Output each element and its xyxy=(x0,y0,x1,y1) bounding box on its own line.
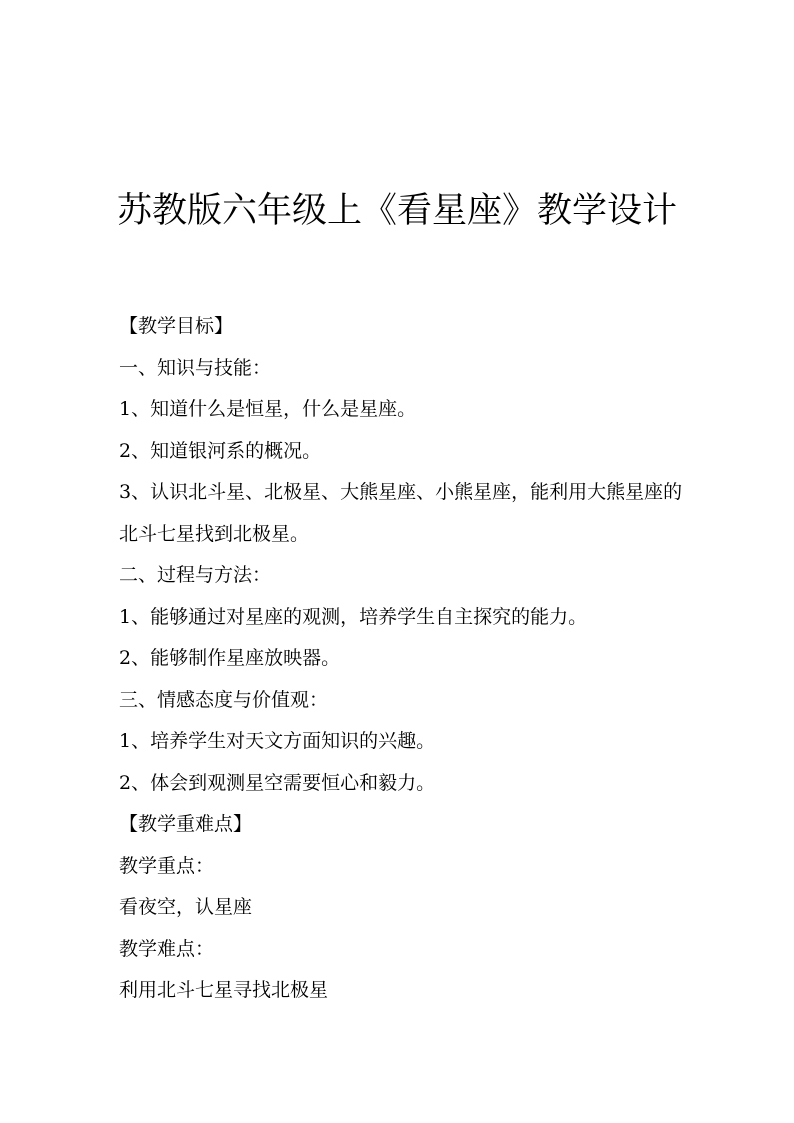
label-key-point: 教学重点： xyxy=(119,854,215,877)
text-key-point: 看夜空，认星座 xyxy=(119,896,253,918)
list-item: 3、认识北斗星、北极星、大熊星座、小熊星座，能利用大熊星座的 xyxy=(119,481,683,503)
list-item: 1、能够通过对星座的观测，培养学生自主探究的能力。 xyxy=(119,605,588,628)
list-item: 1、知道什么是恒星，什么是星座。 xyxy=(119,398,417,420)
list-item: 1、培养学生对天文方面知识的兴趣。 xyxy=(119,730,436,752)
section-heading-key-difficult-points: 【教学重难点】 xyxy=(119,813,253,835)
subheading-knowledge-skills: 一、知识与技能： xyxy=(119,356,272,379)
list-item: 2、体会到观测星空需要恒心和毅力。 xyxy=(119,771,436,794)
document-title: 苏教版六年级上《看星座》教学设计 xyxy=(116,191,677,231)
document-body xyxy=(119,306,683,1012)
subheading-process-methods: 二、过程与方法： xyxy=(119,564,272,586)
text-difficult-point: 利用北斗七星寻找北极星 xyxy=(119,979,329,1001)
label-difficult-point: 教学难点： xyxy=(119,937,215,960)
list-item: 2、能够制作星座放映器。 xyxy=(119,647,341,669)
subheading-attitude-values: 三、情感态度与价值观： xyxy=(119,688,329,711)
list-item-continuation: 北斗七星找到北极星。 xyxy=(119,522,310,545)
list-item: 2、知道银河系的概况。 xyxy=(119,439,322,462)
section-heading-teaching-goals: 【教学目标】 xyxy=(119,315,234,337)
